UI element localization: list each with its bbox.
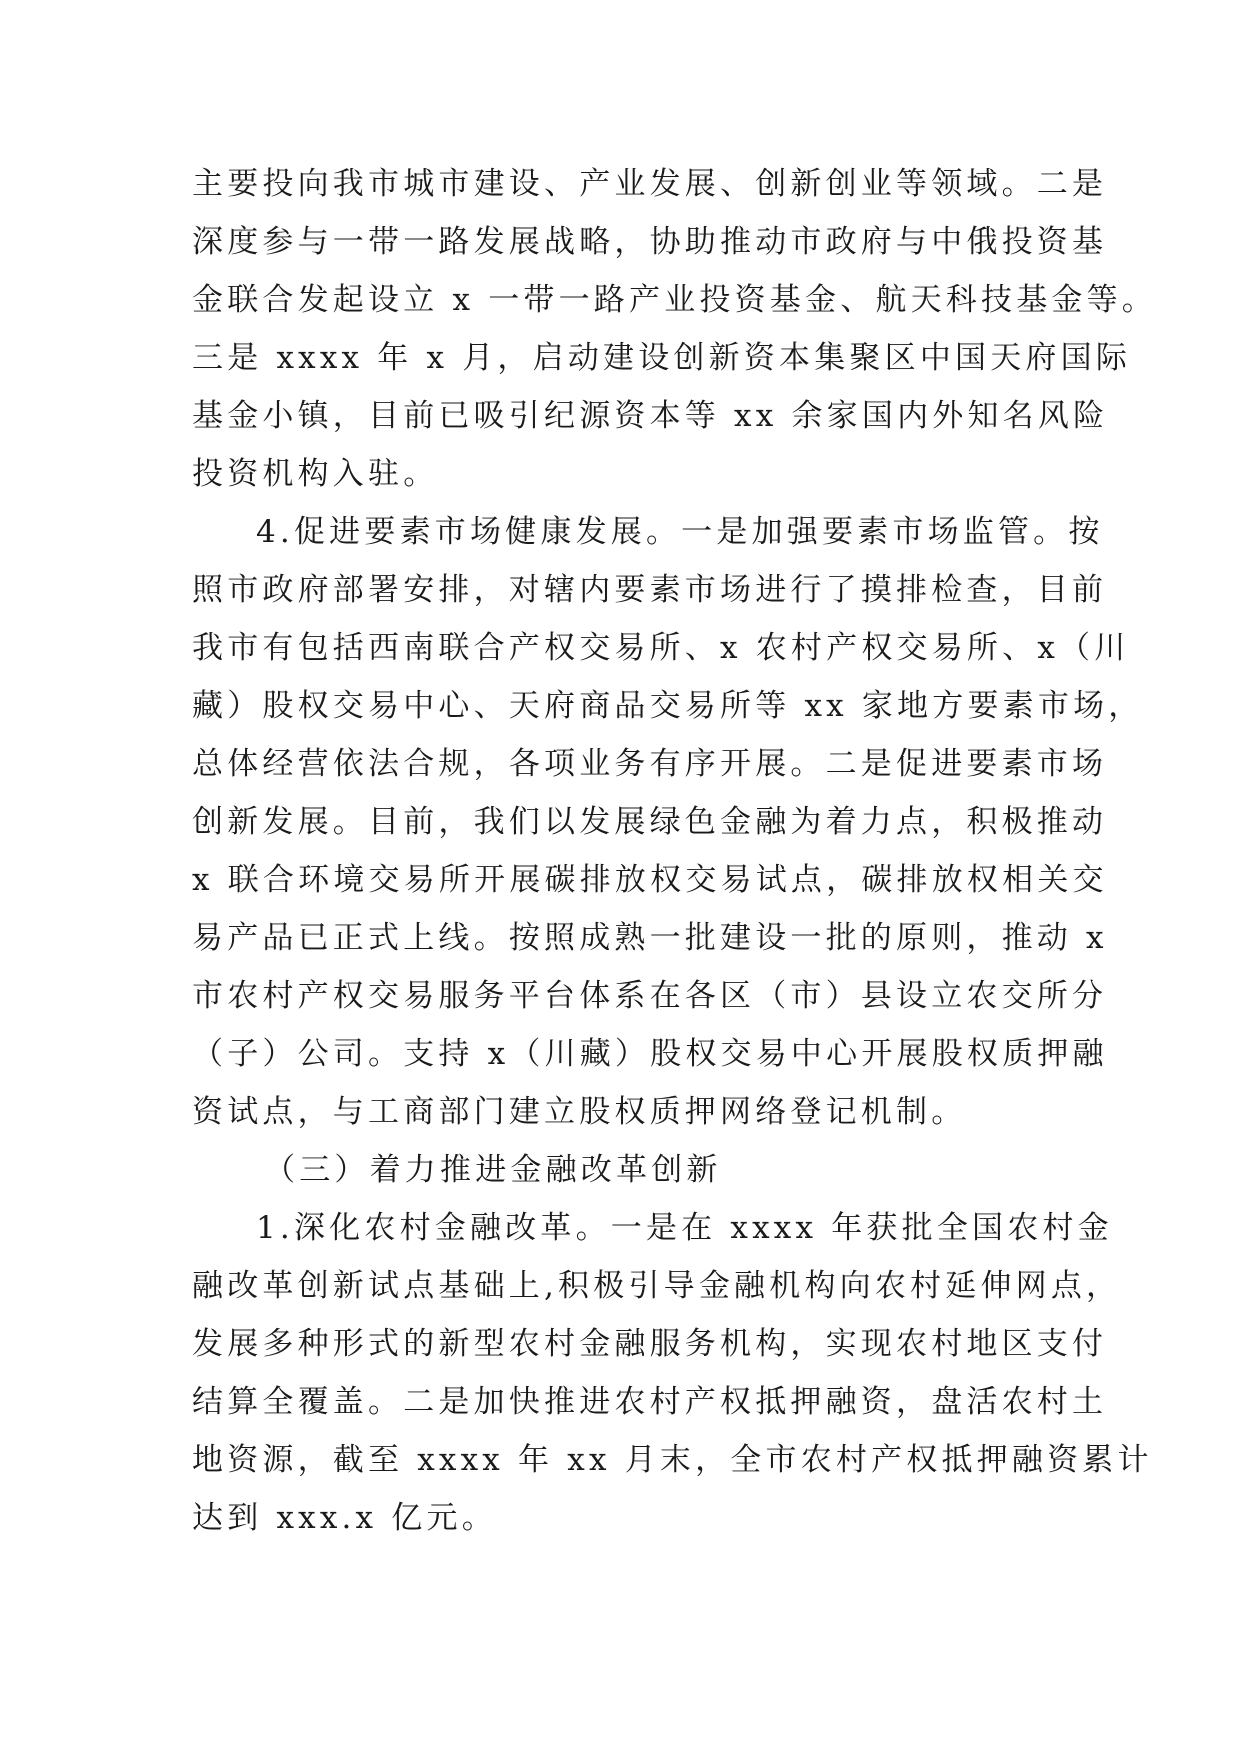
text-line: 融改革创新试点基础上,积极引导金融机构向农村延伸网点， [192,1268,1122,1304]
text-line: 三是 xxxx 年 x 月，启动建设创新资本集聚区中国天府国际 [192,340,1132,376]
text-line: （子）公司。支持 x（川藏）股权交易中心开展股权质押融 [192,1036,1108,1072]
text-line: 结算全覆盖。二是加快推进农村产权抵押融资，盘活农村土 [192,1384,1108,1420]
text-line: 金联合发起设立 x 一带一路产业投资基金、航天科技基金等。 [192,282,1157,318]
text-line: 基金小镇，目前已吸引纪源资本等 xx 余家国内外知名风险 [192,398,1109,434]
text-line: 地资源，截至 xxxx 年 xx 月末，全市农村产权抵押融资累计 [192,1442,1153,1478]
text-line: 深度参与一带一路发展战略，协助推动市政府与中俄投资基 [192,224,1108,260]
text-line: 资试点，与工商部门建立股权质押网络登记机制。 [192,1094,967,1130]
body-text [192,155,1157,1547]
text-line: 照市政府部署安排，对辖内要素市场进行了摸排检查，目前 [192,572,1108,608]
text-line: 4.促进要素市场健康发展。一是加强要素市场监管。按 [256,514,1104,550]
text-line: x 联合环境交易所开展碳排放权交易试点，碳排放权相关交 [192,862,1108,898]
text-line: 藏）股权交易中心、天府商品交易所等 xx 家地方要素市场， [192,688,1144,724]
text-line: 总体经营依法合规，各项业务有序开展。二是促进要素市场 [192,746,1108,782]
text-line: 投资机构入驻。 [192,456,439,492]
text-line: 达到 xxx.x 亿元。 [192,1500,497,1536]
text-line: 1.深化农村金融改革。一是在 xxxx 年获批全国农村金 [256,1210,1113,1246]
text-line: 市农村产权交易服务平台体系在各区（市）县设立农交所分 [192,978,1108,1014]
section-heading: （三）着力推进金融改革创新 [264,1152,722,1188]
text-line: 发展多种形式的新型农村金融服务机构，实现农村地区支付 [192,1326,1108,1362]
text-line: 创新发展。目前，我们以发展绿色金融为着力点，积极推动 [192,804,1108,840]
text-line: 主要投向我市城市建设、产业发展、创新创业等领域。二是 [192,166,1108,202]
text-line: 易产品已正式上线。按照成熟一批建设一批的原则，推动 x [192,920,1108,956]
text-line: 我市有包括西南联合产权交易所、x 农村产权交易所、x（川 [192,630,1130,666]
